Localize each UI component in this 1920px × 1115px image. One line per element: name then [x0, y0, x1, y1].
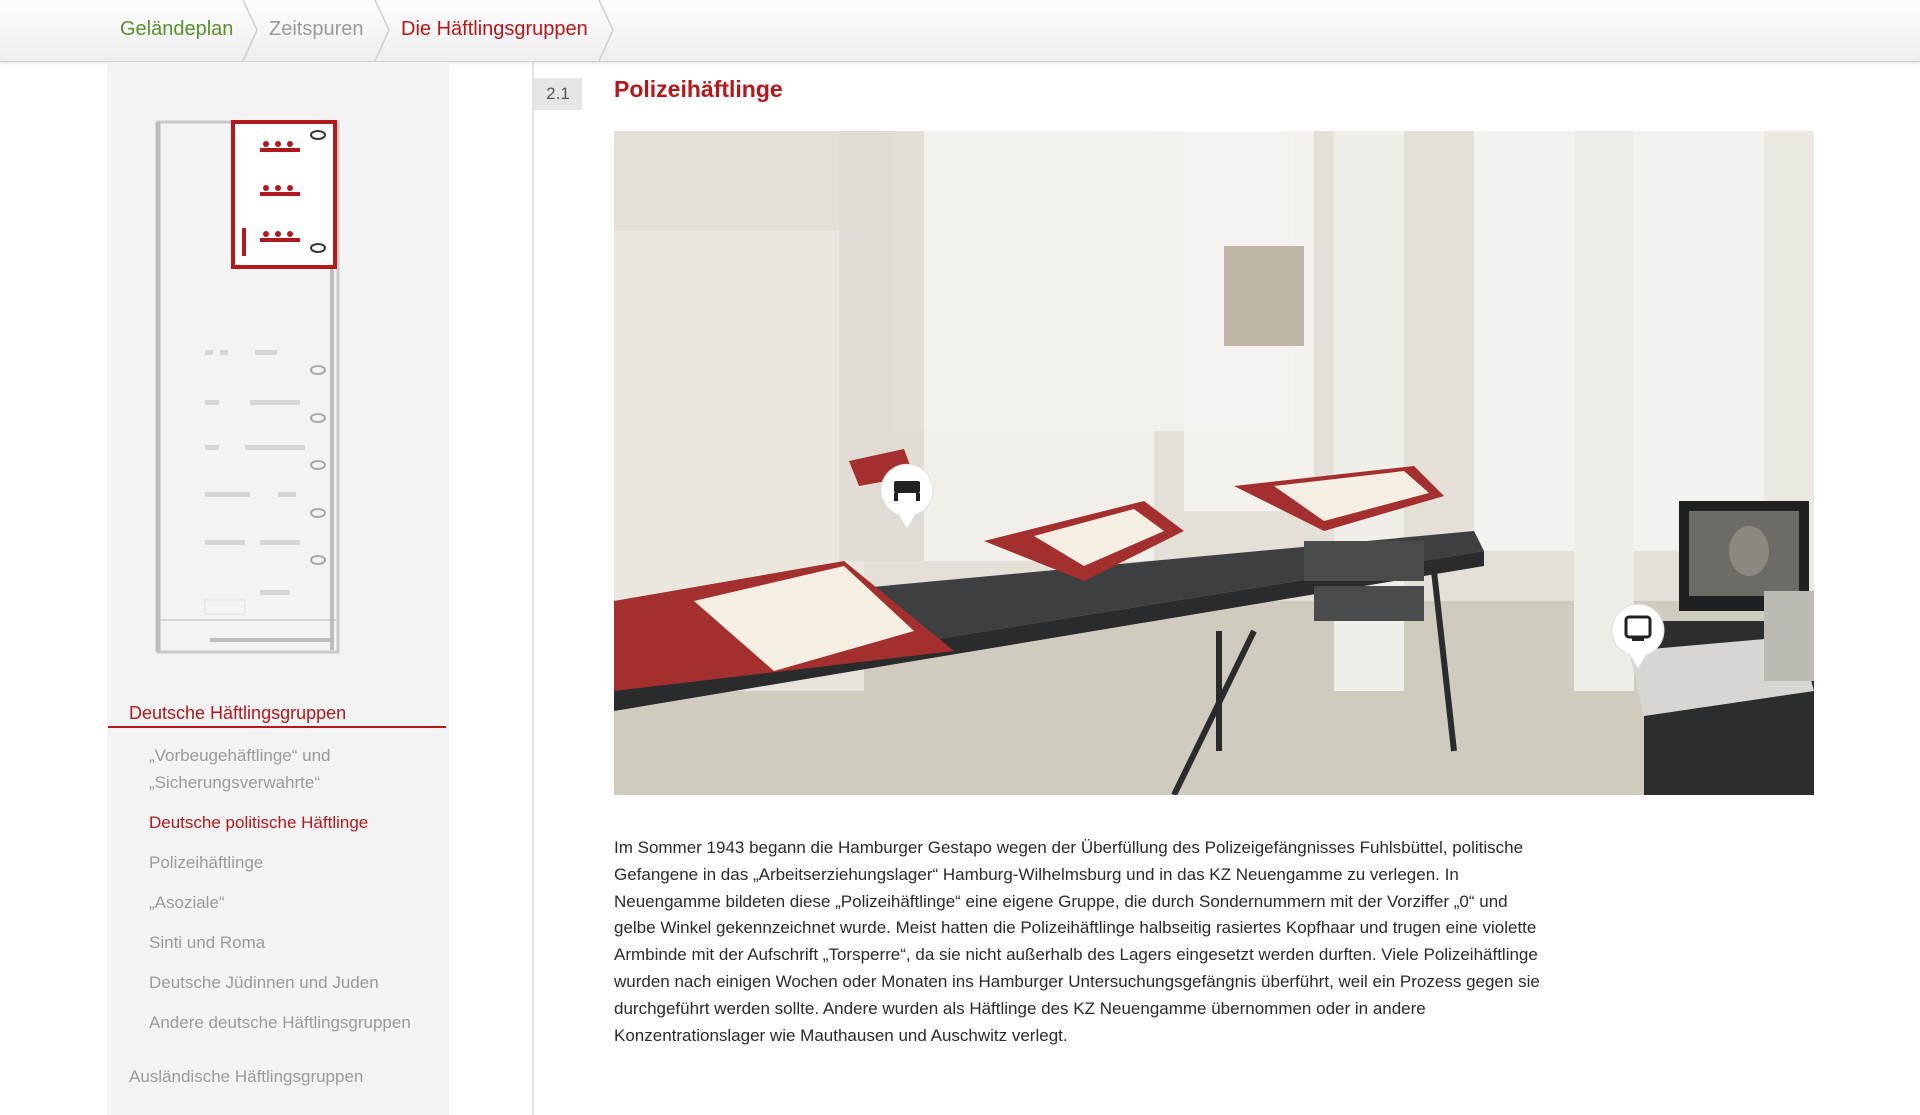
- body-text: [614, 835, 1554, 1049]
- nav-label: Andere deutsche Häftlingsgruppen: [149, 1013, 411, 1032]
- nav-vorbeugehaeftlinge[interactable]: [149, 742, 330, 796]
- nav-label: Deutsche politische Häftlinge: [149, 813, 369, 832]
- body-line: wurden nach einigen Wochen oder Monaten ins Hamburger Untersuchungsgefängnis überführt, weil ein Prozess gegen sie: [614, 971, 1540, 991]
- nav-label: Polizeihäftlinge: [149, 853, 264, 872]
- body-line: gelbe Winkel gekennzeichnet wurde. Meist hatten die Polizeihäftlinge halbseitig rasiertes Kopfhaar und trugen eine violette: [614, 918, 1537, 938]
- breadcrumb: [0, 0, 1920, 62]
- nav-auslaendische-haeftlingsgruppen[interactable]: [129, 1063, 363, 1090]
- breadcrumb-label: Die Häftlingsgruppen: [401, 18, 588, 40]
- body-line: Gefangene in das „Arbeitserziehungslager“ Hamburg-Wilhelmsburg und in das KZ Neuengamme zu verlegen. In: [614, 864, 1459, 884]
- page-title: Polizeihäftlinge: [614, 76, 783, 102]
- breadcrumb-item-zeitspuren[interactable]: [269, 0, 364, 61]
- nav-label: „Asoziale“: [149, 893, 225, 912]
- breadcrumb-item-gelaendeplan[interactable]: [120, 0, 233, 61]
- nav-deutsche-juedinnen-und-juden[interactable]: [149, 969, 379, 996]
- body-line: Armbinde mit der Aufschrift „Torsperre“, da sie nicht außerhalb des Lagers eingesetzt werden durften. Viele Polizeihäftlinge: [614, 945, 1538, 965]
- breadcrumb-separator-icon: [597, 0, 617, 61]
- body-line: Neuengamme bildeten diese „Polizeihäftlinge“ eine eigene Gruppe, die durch Sondernummern mit der Vorziffer „0“ und: [614, 891, 1508, 911]
- nav-andere-deutsche-haeftlingsgruppen[interactable]: [149, 1009, 411, 1036]
- nav-label: Deutsche Häftlingsgruppen: [129, 703, 347, 723]
- nav-label: Deutsche Jüdinnen und Juden: [149, 973, 379, 992]
- sidebar-divider: [532, 62, 534, 1115]
- breadcrumb-label: Geländeplan: [120, 18, 234, 40]
- body-line: Im Sommer 1943 begann die Hamburger Gestapo wegen der Überfüllung des Polizeigefängnisses Fuhlsbüttel, politische: [614, 838, 1524, 857]
- nav-label-line2: „Sicherungsverwahrte“: [149, 773, 321, 792]
- nav-sinti-und-roma[interactable]: [149, 929, 265, 956]
- nav-asoziale[interactable]: [149, 889, 225, 916]
- nav-active-underline: [108, 726, 446, 728]
- display-table-icon[interactable]: [879, 461, 935, 531]
- nav-label: „Vorbeugehäftlinge“ und: [149, 746, 331, 765]
- exhibition-photo: [614, 131, 1814, 795]
- media-terminal-icon[interactable]: [1610, 601, 1666, 671]
- nav-deutsche-haeftlingsgruppen[interactable]: [129, 700, 346, 727]
- body-line: durchgeführt werden sollte. Andere wurden als Häftlinge des KZ Neuengamme übernommen oder in andere: [614, 998, 1426, 1018]
- nav-polizeihaeftlinge[interactable]: [149, 849, 263, 876]
- breadcrumb-item-haeftlingsgruppen[interactable]: [401, 0, 588, 61]
- breadcrumb-separator-icon: [241, 0, 261, 61]
- breadcrumb-label: Zeitspuren: [269, 18, 364, 40]
- nav-label: Sinti und Roma: [149, 933, 266, 952]
- section-number: 2.1: [534, 78, 582, 110]
- breadcrumb-separator-icon: [373, 0, 393, 61]
- nav-deutsche-politische-haeftlinge[interactable]: [149, 809, 368, 836]
- nav-label: Ausländische Häftlingsgruppen: [129, 1067, 364, 1086]
- floor-plan-map[interactable]: [150, 120, 350, 655]
- body-line: Konzentrationslager wie Mauthausen und Auschwitz verlegt.: [614, 1025, 1068, 1045]
